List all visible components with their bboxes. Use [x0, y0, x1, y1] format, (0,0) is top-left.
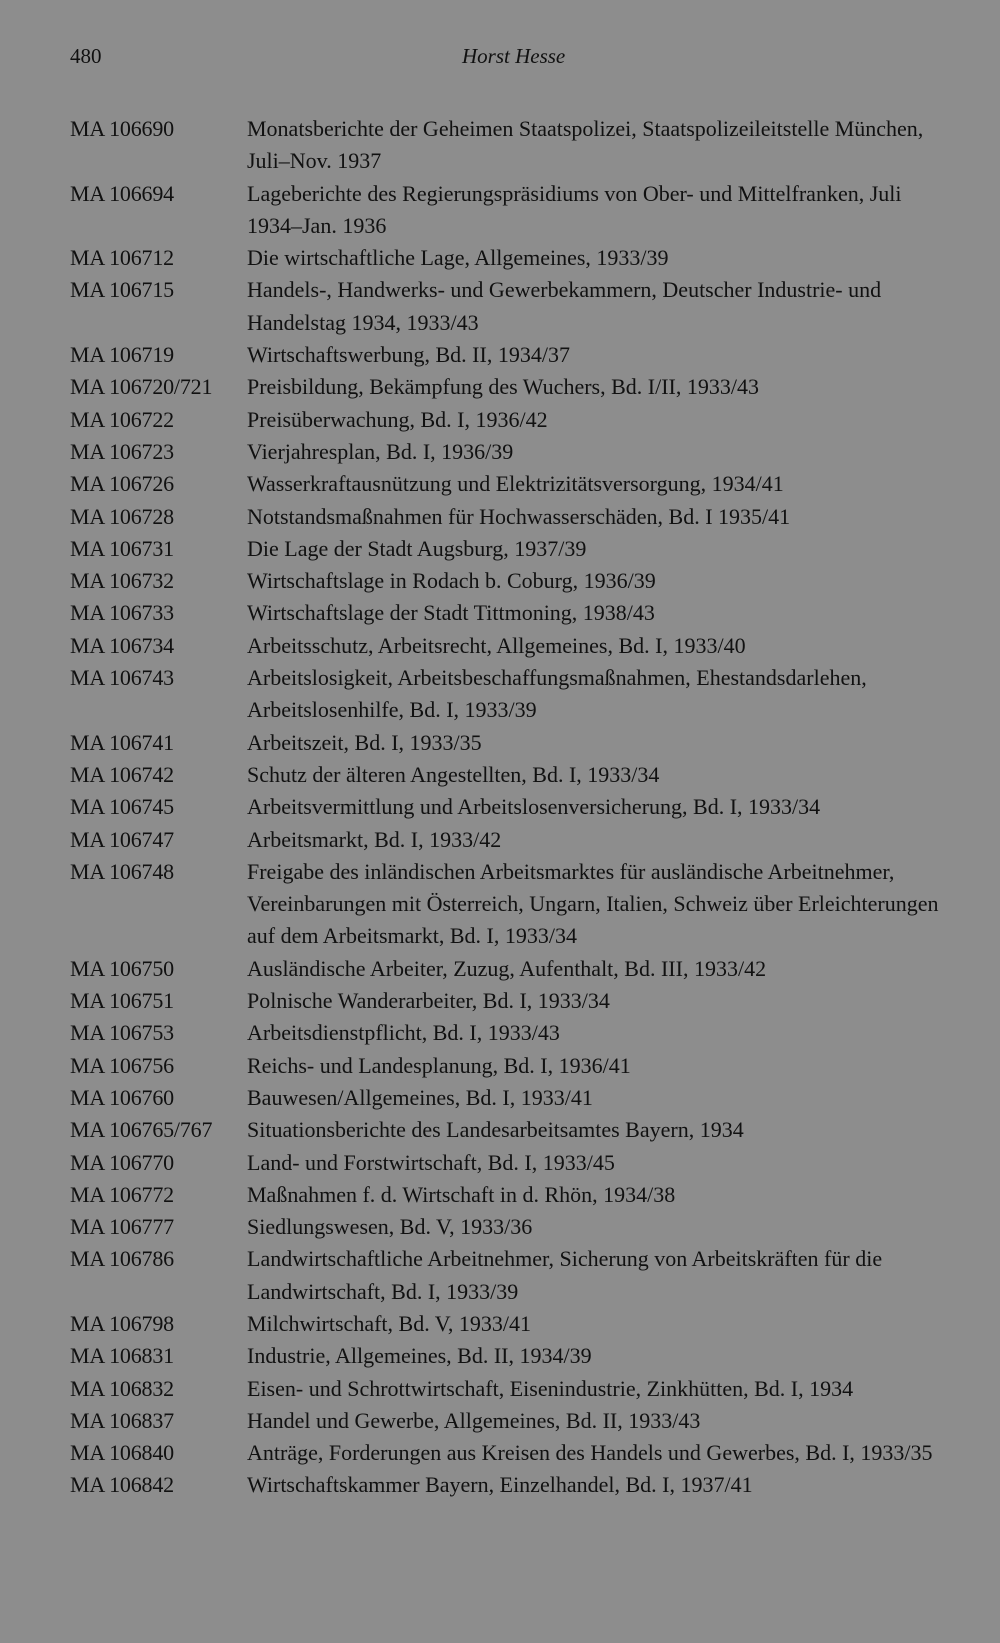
- page-header: [70, 44, 950, 76]
- archive-entry: [70, 1050, 960, 1082]
- archive-entry: [70, 1017, 960, 1049]
- archive-entry: [70, 274, 960, 339]
- archive-entry: [70, 791, 960, 823]
- archive-entry: [70, 630, 960, 662]
- entry-signature: MA 106720/721: [70, 374, 213, 400]
- archive-entry: [70, 1405, 960, 1437]
- entry-signature: MA 106842: [70, 1472, 174, 1498]
- archive-entry: [70, 242, 960, 274]
- archive-entry: [70, 468, 960, 500]
- entry-description: Notstandsmaßnahmen für Hochwasserschäden, Bd. I 1935/41: [247, 503, 791, 529]
- entry-description: Preisbildung, Bekämpfung des Wuchers, Bd. I/II, 1933/43: [247, 374, 759, 400]
- entry-description: Maßnahmen f. d. Wirtschaft in d. Rhön, 1934/38: [247, 1181, 676, 1207]
- archive-entry: [70, 178, 960, 243]
- archive-entry: [70, 533, 960, 565]
- entry-description: Handel und Gewerbe, Allgemeines, Bd. II, 1933/43: [247, 1407, 701, 1433]
- archive-entry: [70, 1243, 960, 1308]
- archive-entry: [70, 371, 960, 403]
- archive-entry: [70, 1179, 960, 1211]
- entry-signature: MA 106832: [70, 1375, 174, 1401]
- entry-signature: MA 106753: [70, 1020, 174, 1046]
- entry-signature: MA 106831: [70, 1343, 174, 1369]
- entry-signature: MA 106742: [70, 761, 174, 787]
- entry-description: Preisüberwachung, Bd. I, 1936/42: [247, 406, 548, 432]
- archive-entry: [70, 404, 960, 436]
- entry-description: Schutz der älteren Angestellten, Bd. I, 1933/34: [247, 761, 660, 787]
- archive-entry: [70, 1373, 960, 1405]
- entry-signature: MA 106756: [70, 1052, 174, 1078]
- entry-signature: MA 106726: [70, 471, 174, 497]
- archive-entry: [70, 1211, 960, 1243]
- entry-signature: MA 106777: [70, 1214, 174, 1240]
- entry-signature: MA 106734: [70, 632, 174, 658]
- archive-entry: [70, 501, 960, 533]
- entry-signature: MA 106751: [70, 988, 174, 1014]
- entry-description: Bauwesen/Allgemeines, Bd. I, 1933/41: [247, 1084, 593, 1110]
- entry-description: Wirtschaftslage in Rodach b. Coburg, 1936/39: [247, 568, 656, 594]
- entry-signature: MA 106694: [70, 180, 174, 206]
- entry-signature: MA 106723: [70, 438, 174, 464]
- entry-signature: MA 106760: [70, 1084, 174, 1110]
- archive-entry: [70, 824, 960, 856]
- archive-entry: [70, 856, 960, 953]
- entry-description: Arbeitsdienstpflicht, Bd. I, 1933/43: [247, 1020, 560, 1046]
- entry-signature: MA 106772: [70, 1181, 174, 1207]
- entry-description: Die Lage der Stadt Augsburg, 1937/39: [247, 535, 587, 561]
- entry-signature: MA 106765/767: [70, 1117, 213, 1143]
- entry-signature: MA 106750: [70, 955, 174, 981]
- archive-entry: [70, 597, 960, 629]
- entry-description: Handels-, Handwerks- und Gewerbekammern, Deutscher Industrie- und Handelstag 1934, 1933/43: [247, 277, 882, 335]
- entry-description: Wirtschaftswerbung, Bd. II, 1934/37: [247, 342, 570, 368]
- entry-signature: MA 106745: [70, 794, 174, 820]
- archive-entry-list: [70, 113, 960, 1502]
- archive-entry: [70, 1437, 960, 1469]
- entry-signature: MA 106731: [70, 535, 174, 561]
- archive-entry: [70, 985, 960, 1017]
- entry-signature: MA 106786: [70, 1246, 174, 1272]
- entry-description: Wirtschaftskammer Bayern, Einzelhandel, Bd. I, 1937/41: [247, 1472, 753, 1498]
- entry-signature: MA 106719: [70, 342, 174, 368]
- entry-signature: MA 106840: [70, 1440, 174, 1466]
- archive-entry: [70, 113, 960, 178]
- archive-entry: [70, 1082, 960, 1114]
- page-number: 480: [70, 44, 102, 68]
- entry-description: Situationsberichte des Landesarbeitsamtes Bayern, 1934: [247, 1117, 744, 1143]
- entry-description: Freigabe des inländischen Arbeitsmarktes für ausländische Arbeitnehmer, Vereinbarungen mit Österreich, Ungarn, Italien, Schweiz über Erleichterungen auf dem Arbeitsmarkt, Bd. I, 1933/34: [247, 858, 939, 949]
- entry-signature: MA 106712: [70, 245, 174, 271]
- entry-signature: MA 106837: [70, 1407, 174, 1433]
- entry-description: Wasserkraftausnützung und Elektrizitätsversorgung, 1934/41: [247, 471, 784, 497]
- entry-signature: MA 106743: [70, 665, 174, 691]
- entry-signature: MA 106715: [70, 277, 174, 303]
- archive-entry: [70, 1340, 960, 1372]
- entry-description: Industrie, Allgemeines, Bd. II, 1934/39: [247, 1343, 592, 1369]
- entry-description: Arbeitsvermittlung und Arbeitslosenversicherung, Bd. I, 1933/34: [247, 794, 821, 820]
- entry-description: Lageberichte des Regierungspräsidiums von Ober- und Mittelfranken, Juli 1934–Jan. 1936: [247, 180, 902, 238]
- entry-description: Siedlungswesen, Bd. V, 1933/36: [247, 1214, 533, 1240]
- archive-entry: [70, 1114, 960, 1146]
- entry-description: Eisen- und Schrottwirtschaft, Eisenindustrie, Zinkhütten, Bd. I, 1934: [247, 1375, 854, 1401]
- entry-description: Polnische Wanderarbeiter, Bd. I, 1933/34: [247, 988, 610, 1014]
- archive-entry: [70, 1308, 960, 1340]
- entry-signature: MA 106798: [70, 1310, 174, 1336]
- entry-description: Arbeitszeit, Bd. I, 1933/35: [247, 729, 482, 755]
- archive-entry: [70, 565, 960, 597]
- archive-entry: [70, 1147, 960, 1179]
- entry-signature: MA 106728: [70, 503, 174, 529]
- entry-description: Die wirtschaftliche Lage, Allgemeines, 1933/39: [247, 245, 669, 271]
- entry-description: Land- und Forstwirtschaft, Bd. I, 1933/45: [247, 1149, 615, 1175]
- archive-entry: [70, 1469, 960, 1501]
- entry-description: Wirtschaftslage der Stadt Tittmoning, 1938/43: [247, 600, 655, 626]
- entry-description: Anträge, Forderungen aus Kreisen des Handels und Gewerbes, Bd. I, 1933/35: [247, 1440, 933, 1466]
- archive-entry: [70, 759, 960, 791]
- entry-description: Arbeitsmarkt, Bd. I, 1933/42: [247, 826, 502, 852]
- running-head: Horst Hesse: [462, 44, 566, 68]
- entry-signature: MA 106741: [70, 729, 174, 755]
- archive-entry: [70, 436, 960, 468]
- entry-description: Arbeitsschutz, Arbeitsrecht, Allgemeines, Bd. I, 1933/40: [247, 632, 746, 658]
- entry-description: Vierjahresplan, Bd. I, 1936/39: [247, 438, 514, 464]
- archive-entry: [70, 662, 960, 727]
- entry-signature: MA 106733: [70, 600, 174, 626]
- archive-entry: [70, 339, 960, 371]
- entry-signature: MA 106690: [70, 116, 174, 141]
- entry-signature: MA 106748: [70, 858, 174, 884]
- entry-description: Arbeitslosigkeit, Arbeitsbeschaffungsmaßnahmen, Ehestandsdarlehen, Arbeitslosenhilfe, Bd. I, 1933/39: [247, 665, 867, 723]
- entry-signature: MA 106770: [70, 1149, 174, 1175]
- entry-description: Monatsberichte der Geheimen Staatspolizei, Staatspolizeileitstelle München, Juli–Nov. 1937: [247, 116, 924, 174]
- entry-signature: MA 106722: [70, 406, 174, 432]
- entry-signature: MA 106747: [70, 826, 174, 852]
- archive-entry: [70, 727, 960, 759]
- entry-description: Reichs- und Landesplanung, Bd. I, 1936/41: [247, 1052, 631, 1078]
- entry-description: Ausländische Arbeiter, Zuzug, Aufenthalt, Bd. III, 1933/42: [247, 955, 767, 981]
- entry-description: Landwirtschaftliche Arbeitnehmer, Sicherung von Arbeitskräften für die Landwirtschaft, Bd. I, 1933/39: [247, 1246, 883, 1304]
- archive-entry: [70, 953, 960, 985]
- entry-signature: MA 106732: [70, 568, 174, 594]
- entry-description: Milchwirtschaft, Bd. V, 1933/41: [247, 1310, 531, 1336]
